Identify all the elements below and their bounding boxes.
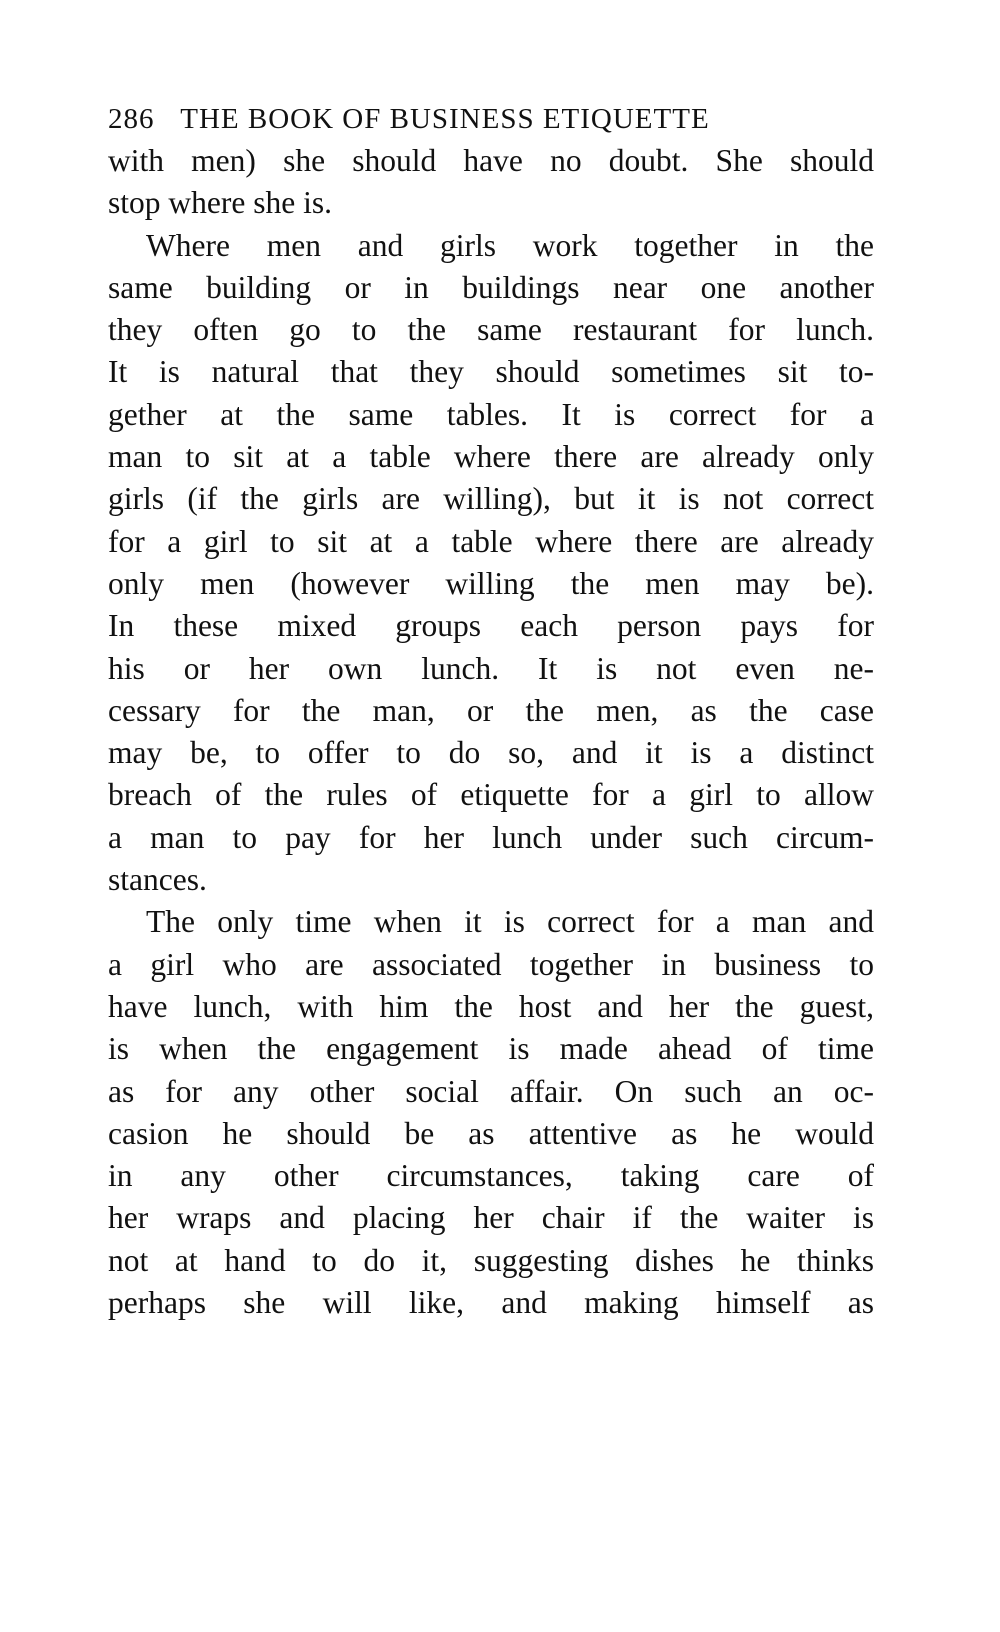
running-title: THE BOOK OF BUSINESS ETIQUETTE [180, 103, 710, 135]
text-line: stop where she is. [108, 185, 332, 221]
text-line: Where men and girls work together in the [146, 227, 874, 263]
text-line: have lunch, with him the host and her the guest, [108, 988, 874, 1024]
paragraph [108, 140, 874, 225]
text-line: It is natural that they should sometimes sit to- [108, 354, 874, 390]
text-line: a girl who are associated together in business to [108, 946, 874, 982]
text-line: his or her own lunch. It is not even ne- [108, 650, 874, 686]
running-head [108, 98, 874, 140]
text-line: as for any other social affair. On such an oc- [108, 1073, 874, 1109]
text-line: man to sit at a table where there are already only [108, 439, 874, 475]
text-line: The only time when it is correct for a man and [146, 904, 874, 940]
text-line: for a girl to sit at a table where there are already [108, 523, 874, 559]
text-line: a man to pay for her lunch under such circum- [108, 819, 874, 855]
page-number: 286 [108, 103, 155, 135]
text-line: in any other circumstances, taking care of [108, 1158, 874, 1194]
paragraph [108, 901, 874, 1324]
paragraph [108, 225, 874, 902]
text-line: her wraps and placing her chair if the waiter is [108, 1200, 874, 1236]
body-text [108, 140, 874, 1324]
text-line: gether at the same tables. It is correct for a [108, 396, 874, 432]
text-line: with men) she should have no doubt. She should [108, 143, 874, 178]
text-line: In these mixed groups each person pays for [108, 608, 874, 644]
text-line: breach of the rules of etiquette for a girl to allow [108, 777, 874, 813]
book-page [108, 98, 874, 1324]
text-line: cessary for the man, or the men, as the case [108, 692, 874, 728]
text-line: perhaps she will like, and making himself as [108, 1285, 874, 1321]
text-line: casion he should be as attentive as he would [108, 1115, 874, 1151]
text-line: not at hand to do it, suggesting dishes he thinks [108, 1242, 874, 1278]
text-line: girls (if the girls are willing), but it is not correct [108, 481, 874, 517]
text-line: only men (however willing the men may be). [108, 565, 874, 601]
text-line: is when the engagement is made ahead of time [108, 1031, 874, 1067]
text-line: may be, to offer to do so, and it is a distinct [108, 735, 874, 771]
text-line: same building or in buildings near one another [108, 269, 874, 305]
text-line: they often go to the same restaurant for lunch. [108, 312, 874, 348]
text-line: stances. [108, 862, 207, 898]
